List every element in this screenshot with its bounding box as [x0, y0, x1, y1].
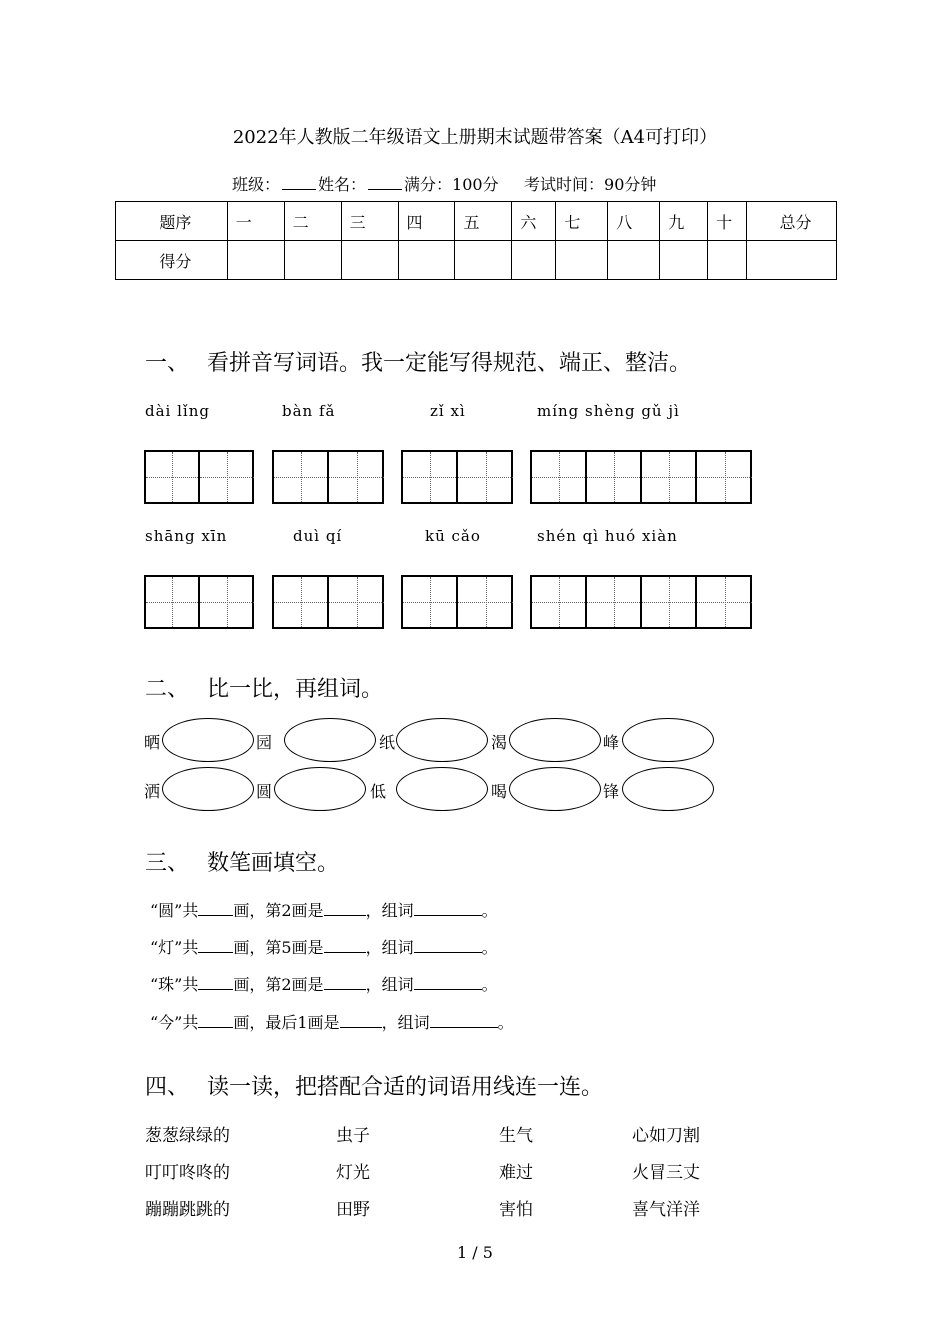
- match-word[interactable]: 生气: [499, 1126, 533, 1146]
- class-blank[interactable]: [282, 175, 316, 190]
- section2-number: 二、: [145, 677, 190, 702]
- compare-char: 喝: [491, 782, 508, 801]
- compare-char: 纸: [379, 733, 396, 752]
- stroke-count-blank[interactable]: [198, 938, 233, 953]
- writing-grid[interactable]: [272, 450, 384, 504]
- section4-title: 读一读，把搭配合适的词语用线连一连。: [207, 1075, 604, 1100]
- score-table-score-row: [116, 241, 837, 280]
- compare-char: 园: [256, 733, 273, 752]
- table-cell: 四: [398, 202, 455, 241]
- stroke-count-blank[interactable]: [198, 1013, 233, 1028]
- pinyin-text: duì qí: [293, 527, 343, 545]
- answer-oval[interactable]: [162, 718, 254, 762]
- class-label: 班级：: [232, 175, 281, 194]
- word-blank[interactable]: [414, 901, 482, 916]
- match-word[interactable]: 蹦蹦跳跳的: [145, 1200, 230, 1220]
- compare-char: 锋: [603, 782, 620, 801]
- writing-grid[interactable]: [401, 575, 513, 629]
- answer-oval[interactable]: [622, 718, 714, 762]
- writing-grid[interactable]: [401, 450, 513, 504]
- score-cell[interactable]: [660, 241, 708, 280]
- word-blank[interactable]: [430, 1013, 498, 1028]
- section3-heading: [145, 846, 339, 877]
- section1-heading: [145, 346, 691, 377]
- pinyin-text: míng shèng gǔ jì: [537, 402, 680, 420]
- table-cell: 六: [512, 202, 556, 241]
- score-cell[interactable]: [455, 241, 512, 280]
- score-cell[interactable]: [341, 241, 398, 280]
- table-cell: 一: [227, 202, 284, 241]
- score-cell[interactable]: [556, 241, 608, 280]
- info-line: [232, 172, 656, 195]
- compare-char: 洒: [144, 782, 161, 801]
- table-cell: 得分: [116, 241, 228, 280]
- match-word[interactable]: 灯光: [336, 1163, 370, 1183]
- word-blank[interactable]: [414, 938, 482, 953]
- stroke-question: “今”共 画，最后1画是 ，组词 。: [150, 1013, 514, 1032]
- section2-title: 比一比，再组词。: [207, 677, 384, 702]
- stroke-count-blank[interactable]: [198, 975, 233, 990]
- table-cell: 三: [341, 202, 398, 241]
- section4-heading: [145, 1070, 603, 1101]
- section1-number: 一、: [145, 351, 190, 376]
- match-word[interactable]: 火冒三丈: [632, 1163, 700, 1183]
- pinyin-text: shāng xīn: [145, 527, 228, 545]
- stroke-blank[interactable]: [324, 938, 366, 953]
- answer-oval[interactable]: [162, 767, 254, 811]
- match-word[interactable]: 难过: [499, 1163, 533, 1183]
- writing-grid[interactable]: [144, 575, 254, 629]
- stroke-blank[interactable]: [324, 975, 366, 990]
- page-title: 2022年人教版二年级语文上册期末试题带答案（A4可打印）: [232, 127, 718, 148]
- table-cell: 题序: [116, 202, 228, 241]
- pinyin-text: zǐ xì: [430, 402, 466, 420]
- table-cell: 十: [708, 202, 747, 241]
- section2-heading: [145, 672, 383, 703]
- table-cell: 二: [284, 202, 341, 241]
- table-cell: 七: [556, 202, 608, 241]
- match-word[interactable]: 喜气洋洋: [632, 1200, 700, 1220]
- match-word[interactable]: 虫子: [336, 1126, 370, 1146]
- match-word[interactable]: 心如刀割: [632, 1126, 700, 1146]
- table-cell: 五: [455, 202, 512, 241]
- answer-oval[interactable]: [284, 718, 376, 762]
- section3-number: 三、: [145, 851, 190, 876]
- full-score: 满分：100分: [404, 175, 499, 194]
- score-cell[interactable]: [398, 241, 455, 280]
- compare-char: 低: [370, 782, 387, 801]
- section3-title: 数笔画填空。: [207, 851, 340, 876]
- stroke-blank[interactable]: [324, 901, 366, 916]
- score-cell[interactable]: [227, 241, 284, 280]
- pinyin-text: dài lǐng: [145, 402, 210, 420]
- section1-title: 看拼音写词语。我一定能写得规范、端正、整洁。: [207, 351, 692, 376]
- compare-char: 渴: [491, 733, 508, 752]
- name-label: 姓名：: [318, 175, 367, 194]
- name-blank[interactable]: [368, 175, 402, 190]
- match-word[interactable]: 田野: [336, 1200, 370, 1220]
- score-table: [115, 201, 837, 280]
- pinyin-text: kū cǎo: [425, 527, 481, 545]
- table-cell: 总分: [747, 202, 837, 241]
- compare-char: 峰: [603, 733, 620, 752]
- writing-grid[interactable]: [530, 450, 752, 504]
- table-cell: 九: [660, 202, 708, 241]
- match-word[interactable]: 害怕: [499, 1200, 533, 1220]
- pinyin-text: bàn fǎ: [282, 402, 336, 420]
- answer-oval[interactable]: [509, 718, 601, 762]
- score-cell[interactable]: [512, 241, 556, 280]
- table-cell: 八: [608, 202, 660, 241]
- answer-oval[interactable]: [396, 767, 488, 811]
- compare-char: 晒: [144, 733, 161, 752]
- stroke-blank[interactable]: [340, 1013, 382, 1028]
- answer-oval[interactable]: [274, 767, 366, 811]
- writing-grid[interactable]: [144, 450, 254, 504]
- stroke-question: “灯”共 画，第5画是 ，组词 。: [150, 938, 498, 957]
- pinyin-text: shén qì huó xiàn: [537, 527, 678, 545]
- writing-grid[interactable]: [530, 575, 752, 629]
- compare-char: 圆: [256, 782, 273, 801]
- stroke-count-blank[interactable]: [198, 901, 233, 916]
- match-word[interactable]: 葱葱绿绿的: [145, 1126, 230, 1146]
- score-table-header-row: [116, 202, 837, 241]
- score-cell[interactable]: [708, 241, 747, 280]
- page-number: 1 / 5: [457, 1243, 493, 1262]
- stroke-question: “圆”共 画，第2画是 ，组词 。: [150, 901, 498, 920]
- writing-grid[interactable]: [272, 575, 384, 629]
- answer-oval[interactable]: [396, 718, 488, 762]
- answer-oval[interactable]: [509, 767, 601, 811]
- answer-oval[interactable]: [622, 767, 714, 811]
- word-blank[interactable]: [414, 975, 482, 990]
- score-cell[interactable]: [608, 241, 660, 280]
- score-cell[interactable]: [747, 241, 837, 280]
- exam-time: 考试时间：90分钟: [524, 175, 657, 194]
- score-cell[interactable]: [284, 241, 341, 280]
- section4-number: 四、: [145, 1075, 190, 1100]
- match-word[interactable]: 叮叮咚咚的: [145, 1163, 230, 1183]
- stroke-question: “珠”共 画，第2画是 ，组词 。: [150, 975, 498, 994]
